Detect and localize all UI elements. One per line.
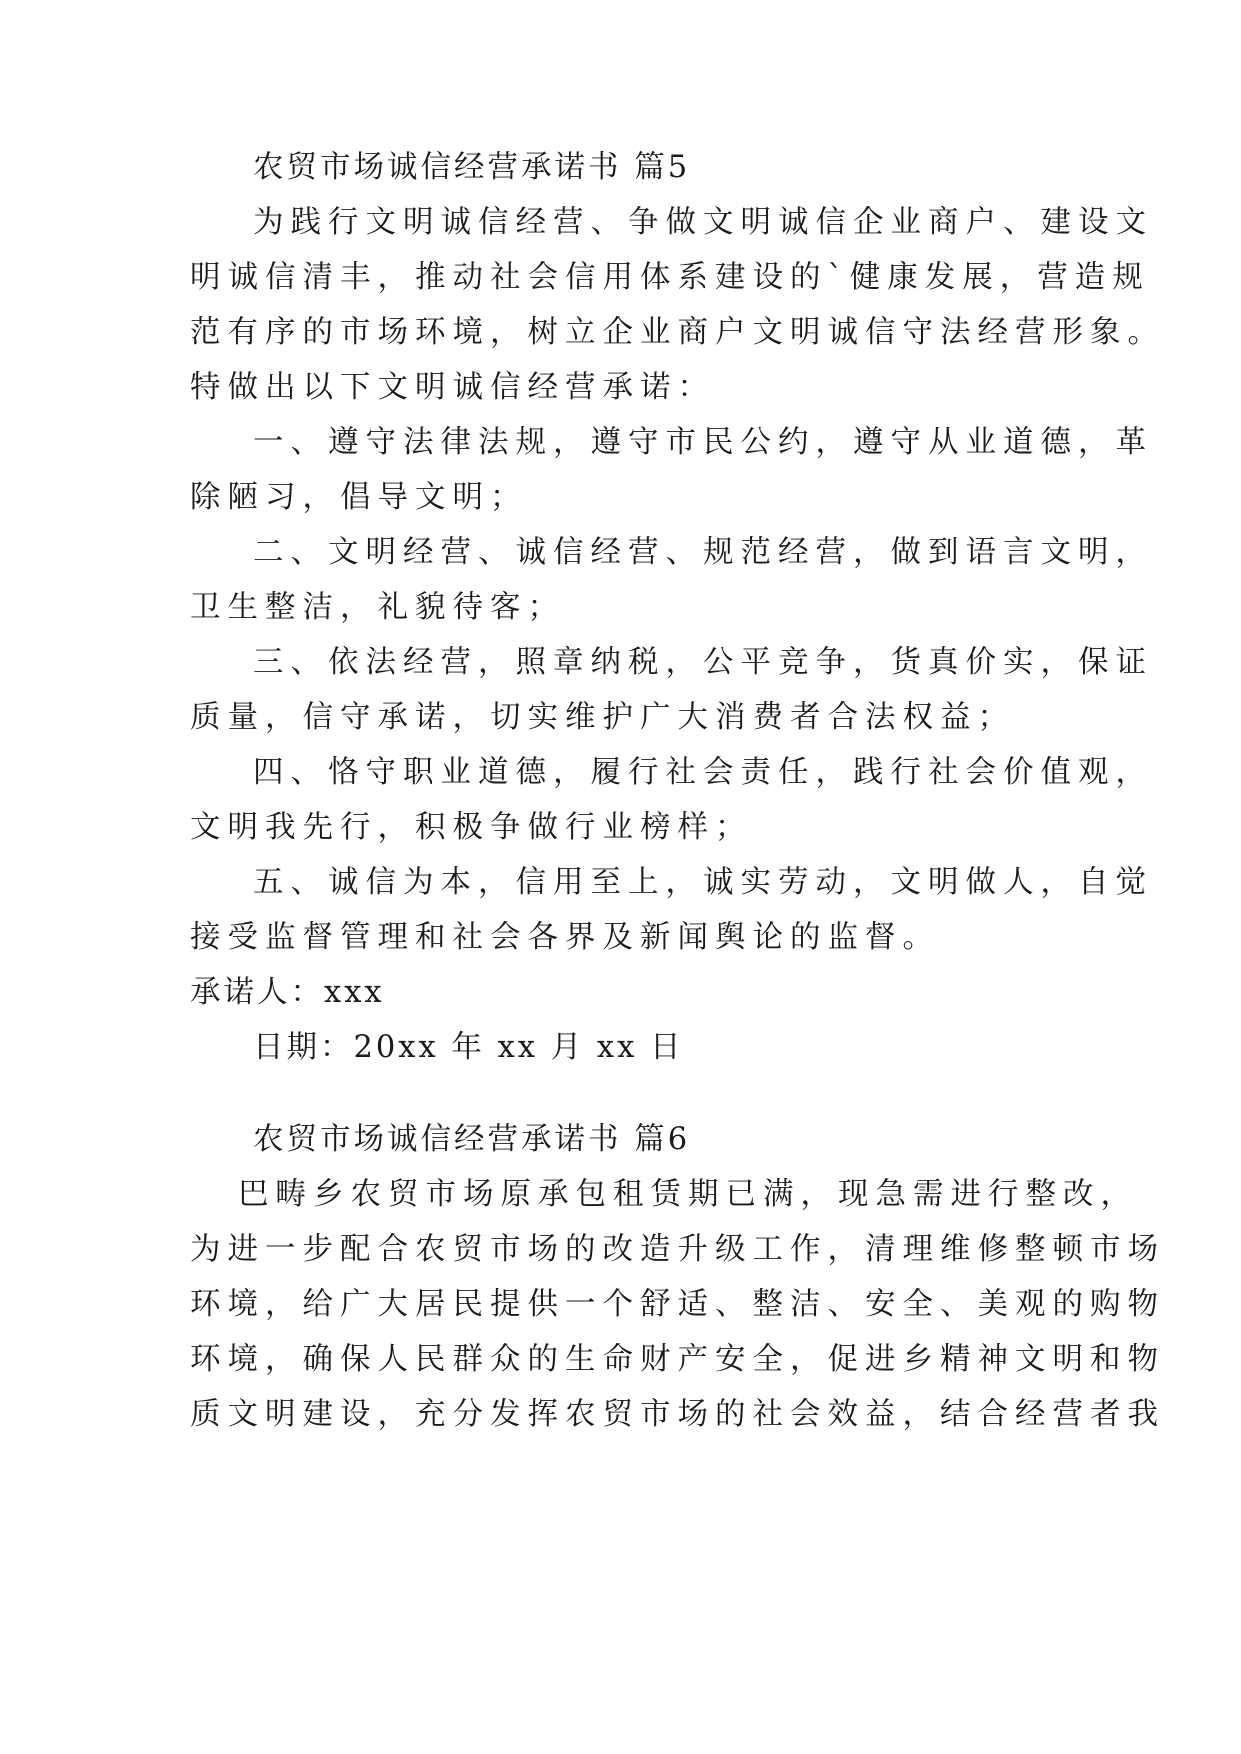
date-line: 日期：20xx 年 xx 月 xx 日 bbox=[253, 1030, 684, 1065]
paragraph-line: 为践行文明诚信经营、争做文明诚信企业商户、建设文 bbox=[253, 205, 1153, 240]
pledge-item-1-cont: 除陋习，倡导文明； bbox=[190, 480, 528, 515]
pledge-item-2: 二、文明经营、诚信经营、规范经营，做到语言文明， bbox=[253, 535, 1153, 570]
paragraph-line: 环境，确保人民群众的生命财产安全，促进乡精神文明和物 bbox=[190, 1342, 1165, 1377]
paragraph-line: 明诚信清丰，推动社会信用体系建设的`健康发展，营造规 bbox=[190, 260, 1150, 295]
pledge-item-4: 四、恪守职业道德，履行社会责任，践行社会价值观， bbox=[253, 755, 1153, 790]
pledge-item-5: 五、诚信为本，信用至上，诚实劳动，文明做人，自觉 bbox=[253, 865, 1153, 900]
paragraph-line: 环境，给广大居民提供一个舒适、整洁、安全、美观的购物 bbox=[190, 1287, 1165, 1322]
paragraph-line: 巴畴乡农贸市场原承包租赁期已满，现急需进行整改， bbox=[238, 1177, 1138, 1212]
pledge-item-4-cont: 文明我先行，积极争做行业榜样； bbox=[190, 810, 753, 845]
pledge-item-2-cont: 卫生整洁，礼貌待客； bbox=[190, 590, 565, 625]
pledge-item-3-cont: 质量，信守承诺，切实维护广大消费者合法权益； bbox=[190, 700, 1015, 735]
section-heading: 农贸市场诚信经营承诺书 篇6 bbox=[253, 1122, 691, 1157]
paragraph-line: 为进一步配合农贸市场的改造升级工作，清理维修整顿市场 bbox=[190, 1232, 1165, 1267]
section-heading: 农贸市场诚信经营承诺书 篇5 bbox=[253, 150, 691, 185]
paragraph-line: 质文明建设，充分发挥农贸市场的社会效益，结合经营者我 bbox=[190, 1397, 1165, 1432]
paragraph-line: 特做出以下文明诚信经营承诺： bbox=[190, 370, 715, 405]
paragraph-line: 范有序的市场环境，树立企业商户文明诚信守法经营形象。 bbox=[190, 315, 1165, 350]
signer-line: 承诺人：xxx bbox=[190, 975, 385, 1010]
pledge-item-1: 一、遵守法律法规，遵守市民公约，遵守从业道德，革 bbox=[253, 425, 1153, 460]
pledge-item-3: 三、依法经营，照章纳税，公平竞争，货真价实，保证 bbox=[253, 645, 1153, 680]
pledge-item-5-cont: 接受监督管理和社会各界及新闻舆论的监督。 bbox=[190, 920, 940, 955]
